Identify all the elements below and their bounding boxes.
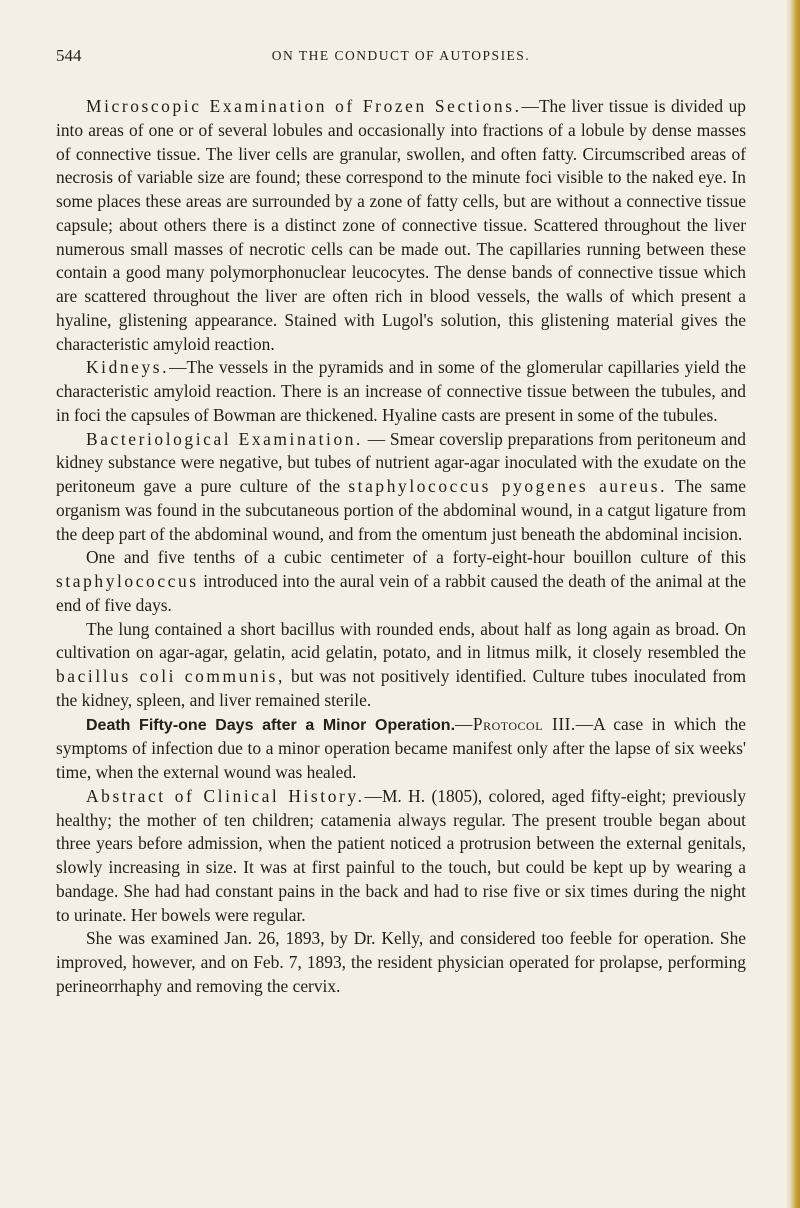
- running-head: ON THE CONDUCT OF AUTOPSIES.: [271, 48, 531, 63]
- paragraph-examination: [56, 927, 746, 998]
- paragraph-kidneys: [56, 356, 746, 427]
- paragraph-text: The same organism was found in the subcutaneous portion of the abdominal wound, in a catgut ligature from the deep part of the abdominal wound, and from the omentum just beneath the abdominal incision.: [56, 476, 746, 544]
- paragraph-text: The lung contained a short bacillus with rounded ends, about half as long again as broad. On cultivation on agar-agar, gelatin, acid gelatin, potato, and in litmus milk, it closely resembled the: [56, 618, 746, 663]
- page-header: [56, 46, 746, 72]
- organism-name: bacillus coli communis,: [56, 666, 285, 686]
- paragraph-text: —M. H. (1805), colored, aged fifty-eight; previously healthy; the mother of ten children; catamenia always regular. The present trouble began about three years before admission, when the patient noticed a protrusion between the external genitals, slowly increasing in size. It was at first painful to the touch, but could be kept up by wearing a bandage. She had had constant pains in the back and had to rise five or six times during the night to urinate. Her bowels were regular.: [56, 785, 747, 925]
- paragraph-text: but was not positively identified. Culture tubes inoculated from the kidney, spleen, and liver remained sterile.: [56, 666, 746, 710]
- paragraph-text: She was examined Jan. 26, 1893, by Dr. Kelly, and considered too feeble for operation. She improved, however, and on Feb. 7, 1893, the resident physician operated for prolapse, performing perineorrhaphy and removing the cervix.: [56, 928, 746, 996]
- organism-name: staphylococcus: [56, 571, 199, 591]
- section-heading: Kidneys.: [86, 357, 170, 378]
- paragraph-bacteriological: [56, 428, 746, 547]
- paragraph-text: —The liver tissue is divided up into areas of one or of several lobules and occasionally into fractions of a lobule by dense masses of connective tissue. The liver cells are granular, swollen, and often fatty. Circumscribed areas of necrosis of variable size are found; these correspond to the minute foci visible to the naked eye. In some places these areas are surrounded by a zone of fatty cells, but are without a connective tissue capsule; about others there is a distinct zone of connective tissue. Scattered throughout the liver numerous small masses of necrotic cells can be made out. The capillaries running between these contain a good many polymorphonuclear leucocytes. The dense bands of connective tissue which are scattered throughout the liver are often rich in blood vessels, the walls of which present a hyaline, glistening appearance. Stained with Lugol's solution, this glistening material gives the characteristic amyloid reaction.: [56, 96, 746, 354]
- paragraph-lung: [56, 618, 746, 713]
- paragraph-text: introduced into the aural vein of a rabbit caused the death of the animal at the end of five days.: [56, 571, 746, 615]
- organism-name: staphylococcus pyogenes aureus.: [348, 476, 668, 496]
- section-heading: Microscopic Examination of Frozen Sections.: [86, 96, 522, 116]
- paragraph-death-fifty-one-days: [56, 713, 746, 785]
- body-text: [56, 95, 746, 999]
- paragraph-frozen-sections: [56, 95, 746, 356]
- page-edge: [786, 0, 800, 1208]
- section-heading: Abstract of Clinical History.: [86, 785, 365, 806]
- paragraph-rabbit-inoculation: [56, 546, 746, 617]
- paragraph-clinical-history: [56, 785, 746, 928]
- paragraph-text: — Smear coverslip preparations from peritoneum and kidney substance were negative, but tubes of nutrient agar-agar inoculated with the exudate on the peritoneum gave a pure culture of the: [56, 428, 746, 496]
- page-number: 544: [56, 46, 82, 65]
- paragraph-text: One and five tenths of a cubic centimeter of a forty-eight-hour bouillon culture of this: [86, 547, 746, 568]
- paragraph-text: —The vessels in the pyramids and in some of the glomerular capillaries yield the characteristic amyloid reaction. There is an increase of connective tissue between the tubules, and in foci the capsules of Bowman are thickened. Hyaline casts are present in some of the tubules.: [56, 357, 746, 425]
- section-heading: Bacteriological Examination.: [86, 428, 364, 449]
- case-heading: Death Fifty-one Days after a Minor Operation.: [86, 716, 456, 734]
- paragraph-text: —A case in which the symptoms of infection due to a minor operation became manifest only after the lapse of six weeks' time, when the external wound was healed.: [56, 713, 747, 782]
- protocol-label: —Protocol III.: [455, 713, 576, 734]
